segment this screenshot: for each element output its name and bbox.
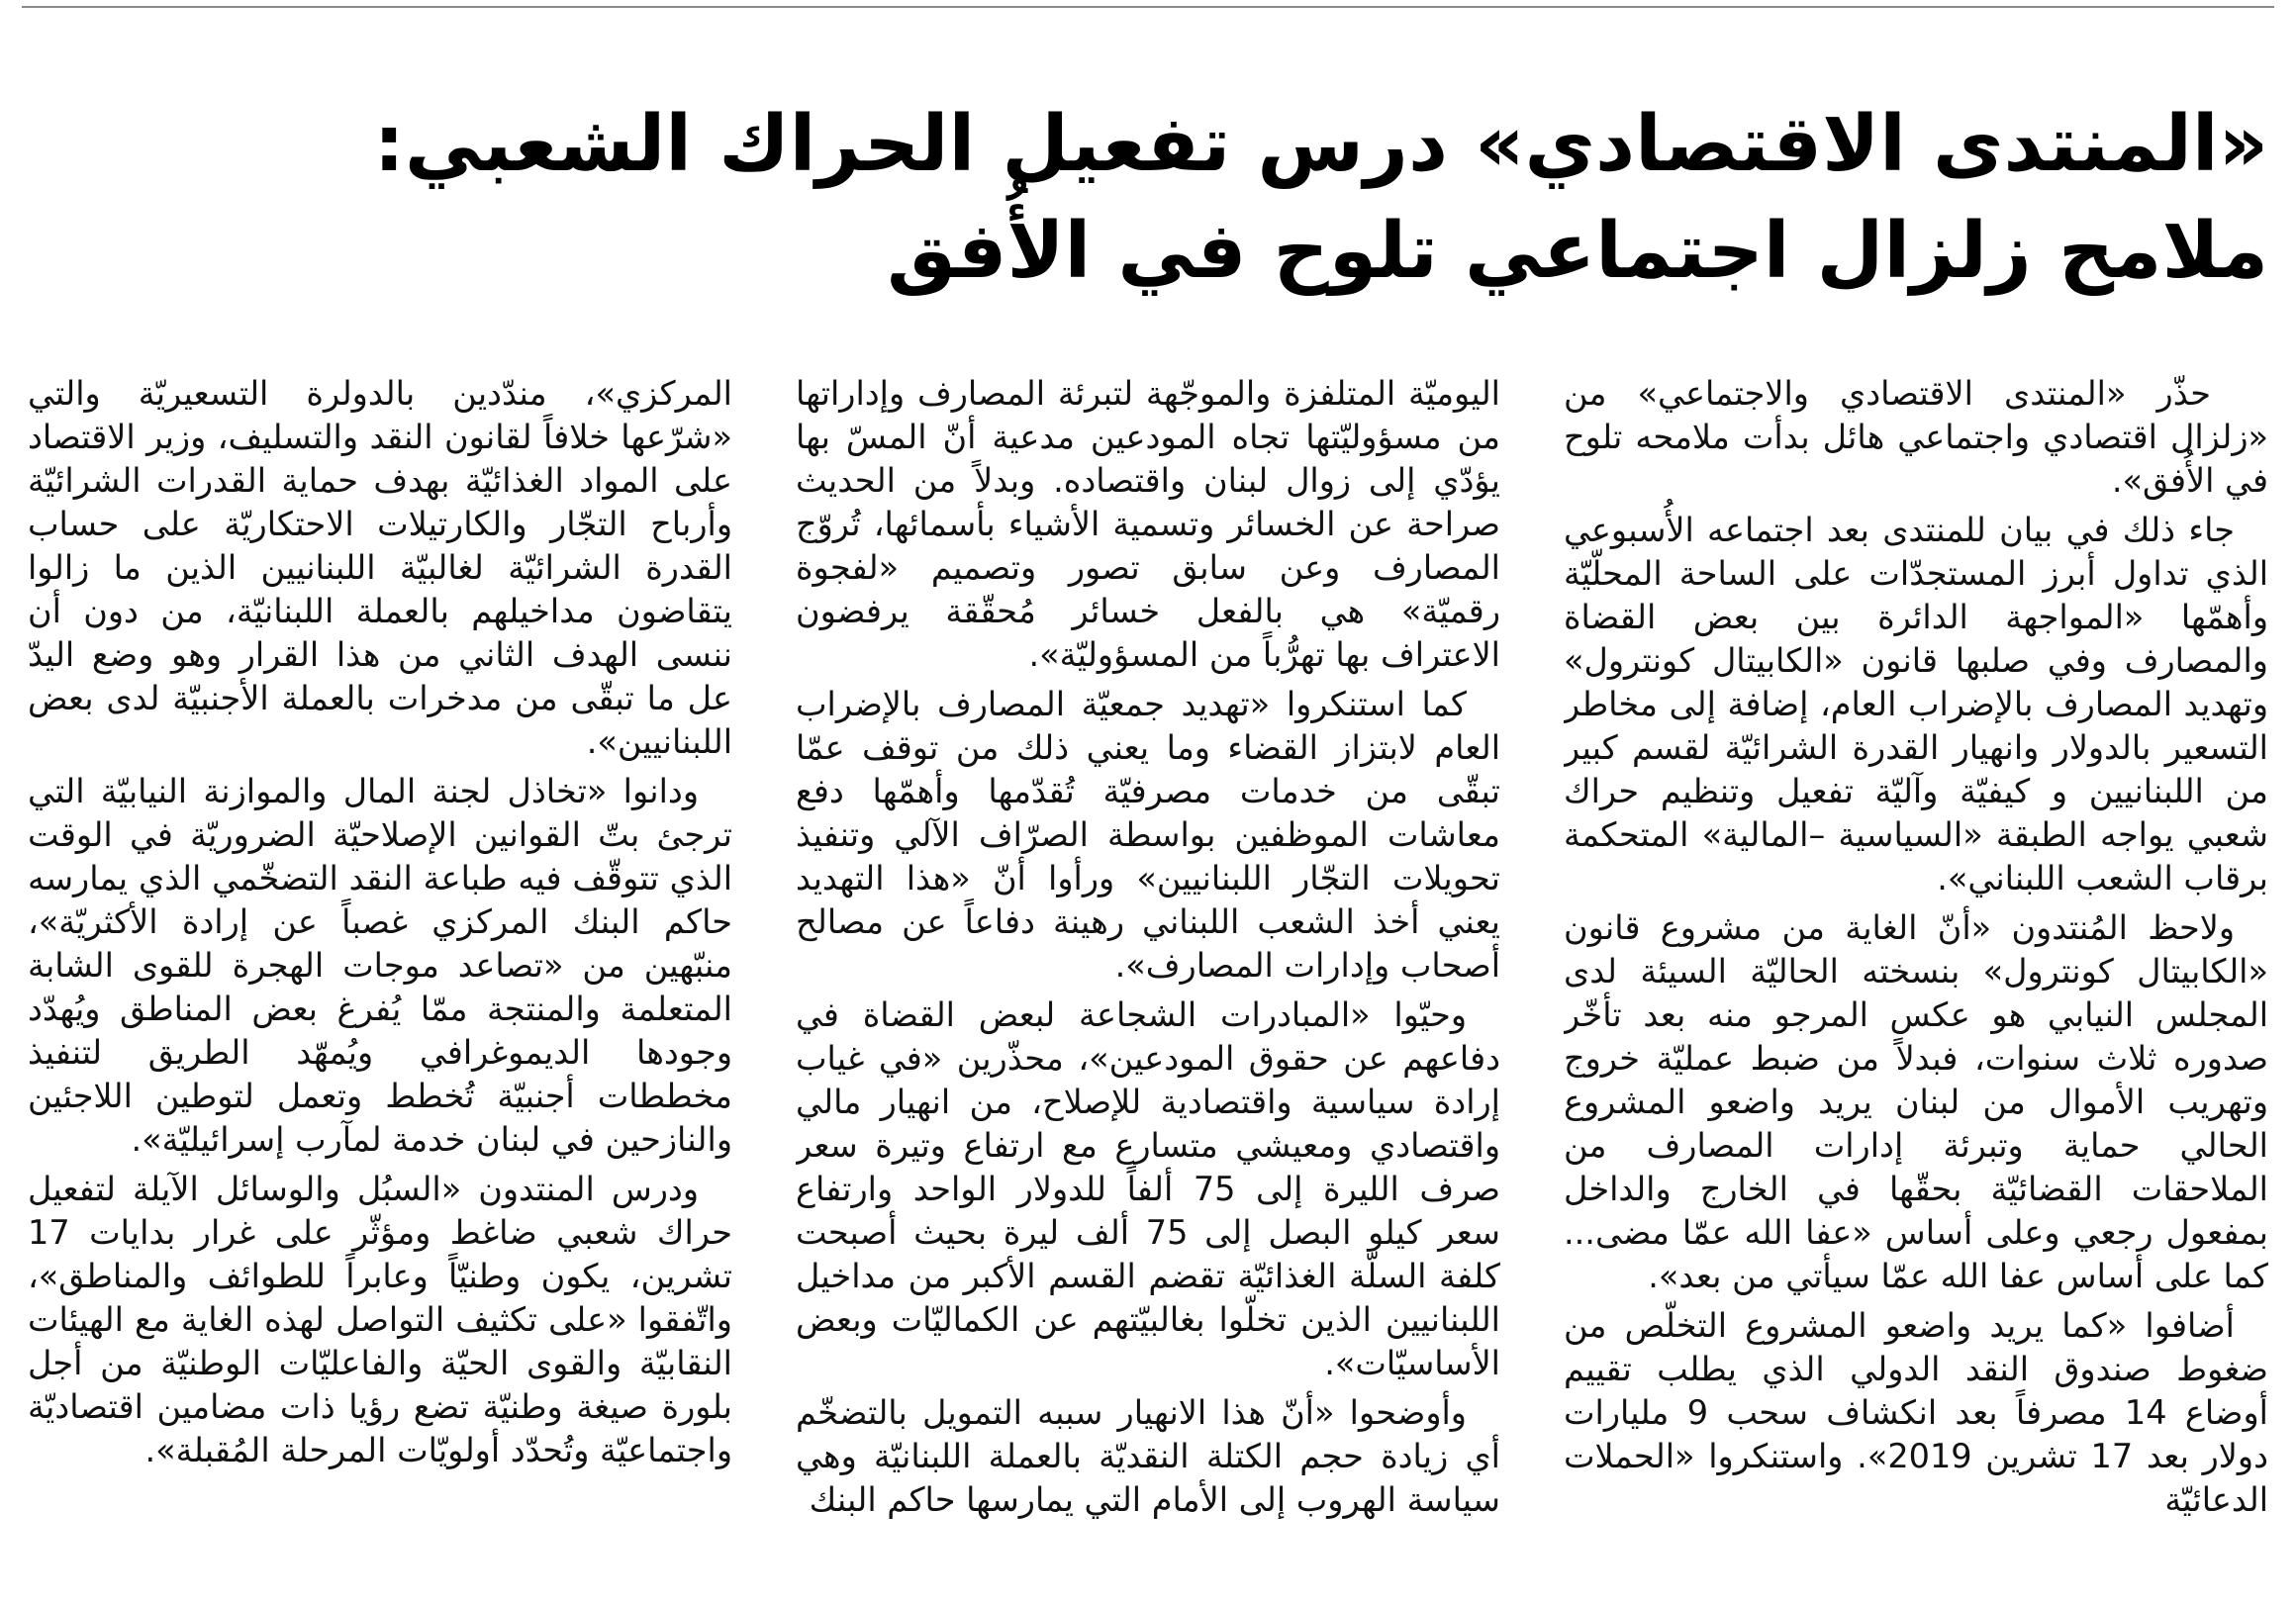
column-3	[28, 372, 732, 1589]
headline-line-1: «المنتدى الاقتصادي» درس تفعيل الحراك الشعبي:	[373, 100, 2268, 189]
article-body	[28, 372, 2268, 1589]
article-headline	[32, 91, 2268, 305]
paragraph: ولاحظ المُنتدون «أنّ الغاية من مشروع قانون «الكابيتال كونترول» بنسخته الحاليّة السيئة لدى المجلس النيابي هو عكس المرجو منه بعد تأخّر صدوره ثلاث سنوات، فبدلاً من ضبط عمليّة خروج وتهريب الأموال من لبنان يريد واضعو المشروع الحالي حماية وتبرئة إدارات المصارف من الملاحقات القضائيّة بحقّها في الخارج والداخل بمفعول رجعي وعلى أساس «عفا الله عمّا مضى... كما على أساس عفا الله عمّا سيأتي من بعد».	[1564, 908, 2268, 1295]
paragraph: ودانوا «تخاذل لجنة المال والموازنة النيابيّة التي ترجئ بتّ القوانين الإصلاحيّة الضروريّة في الوقت الذي تتوقّف فيه طباعة النقد التضخّمي الذي يمارسه حاكم البنك المركزي غصباً عن إرادة الأكثريّة»، منبّهين من «تصاعد موجات الهجرة للقوى الشابة المتعلمة والمنتجة ممّا يُفرغ بعض المناطق ويُهدّد وجودها الديموغرافي ويُمهّد الطريق لتنفيذ مخططات أجنبيّة تُخطط وتعمل لتوطين اللاجئين والنازحين في لبنان خدمة لمآرب إسرائيليّة».	[28, 772, 732, 1159]
paragraph: أضافوا «كما يريد واضعو المشروع التخلّص من ضغوط صندوق النقد الدولي الذي يطلب تقييم أوضاع 14 مصرفاً بعد انكشاف سحب 9 مليارات دولار بعد 17 تشرين 2019». واستنكروا «الحملات الدعائيّة	[1564, 1306, 2268, 1519]
paragraph: ودرس المنتدون «السبُل والوسائل الآيلة لتفعيل حراك شعبي ضاغط ومؤثّر على غرار بدايات 17 تشرين، يكون وطنيّاً وعابراً للطوائف والمناطق»، واتّفقوا «على تكثيف التواصل لهذه الغاية مع الهيئات النقابيّة والقوى الحيّة والفاعليّات الوطنيّة من أجل بلورة صيغة وطنيّة تضع رؤيا ذات مضامين اقتصاديّة واجتماعيّة وتُحدّد أولويّات المرحلة المُقبلة».	[28, 1170, 732, 1469]
column-2	[796, 372, 1500, 1589]
paragraph: وحيّوا «المبادرات الشجاعة لبعض القضاة في دفاعهم عن حقوق المودعين»، محذّرين «في غياب إرادة سياسية واقتصادية للإصلاح، من انهيار مالي واقتصادي ومعيشي متسارع مع ارتفاع وتيرة سعر صرف الليرة إلى 75 ألفاً للدولار الواحد وارتفاع سعر كيلو البصل إلى 75 ألف ليرة بحيث أصبحت كلفة السلّة الغذائيّة تقضم القسم الأكبر من مداخيل اللبنانيين الذين تخلّوا بغالبيّتهم عن الكماليّات وبعض الأساسيّات».	[796, 995, 1500, 1382]
headline-line-2: ملامح زلزال اجتماعي تلوح في الأُفق	[887, 207, 2268, 296]
paragraph: وأوضحوا «أنّ هذا الانهيار سببه التمويل بالتضخّم أي زيادة حجم الكتلة النقديّة بالعملة اللبنانيّة وهي سياسة الهروب إلى الأمام التي يمارسها حاكم البنك	[796, 1393, 1500, 1519]
paragraph: حذّر «المنتدى الاقتصادي والاجتماعي» من «زلزال اقتصادي واجتماعي هائل بدأت ملامحه تلوح في الأُفق».	[1564, 374, 2268, 500]
top-divider	[22, 6, 2274, 8]
paragraph: كما استنكروا «تهديد جمعيّة المصارف بالإضراب العام لابتزاز القضاء وما يعني ذلك من توقف عمّا تبقّى من خدمات مصرفيّة تُقدّمها وأهمّها دفع معاشات الموظفين بواسطة الصرّاف الآلي وتنفيذ تحويلات التجّار اللبنانيين» ورأوا أنّ «هذا التهديد يعني أخذ الشعب اللبناني رهينة دفاعاً عن مصالح أصحاب وإدارات المصارف».	[796, 685, 1500, 985]
column-1	[1564, 372, 2268, 1589]
paragraph: جاء ذلك في بيان للمنتدى بعد اجتماعه الأُسبوعي الذي تداول أبرز المستجدّات على الساحة المحلّيّة وأهمّها «المواجهة الدائرة بين بعض القضاة والمصارف وفي صلبها قانون «الكابيتال كونترول» وتهديد المصارف بالإضراب العام، إضافة إلى مخاطر التسعير بالدولار وانهيار القدرة الشرائيّة لقسم كبير من اللبنانيين و كيفيّة وآليّة تفعيل وتنظيم حراك شعبي يواجه الطبقة «السياسية –المالية» المتحكمة برقاب الشعب اللبناني».	[1564, 511, 2268, 897]
paragraph: المركزي»، مندّدين بالدولرة التسعيريّة والتي «شرّعها خلافاً لقانون النقد والتسليف، وزير الاقتصاد على المواد الغذائيّة بهدف حماية القدرات الشرائيّة وأرباح التجّار والكارتيلات الاحتكاريّة على حساب القدرة الشرائيّة لغالبيّة اللبنانيين الذين ما زالوا يتقاضون مداخيلهم بالعملة اللبنانيّة، من دون أن ننسى الهدف الثاني من هذا القرار وهو وضع اليدّ عل ما تبقّى من مدخرات بالعملة الأجنبيّة لدى بعض اللبنانيين».	[28, 374, 732, 761]
paragraph: اليوميّة المتلفزة والموجّهة لتبرئة المصارف وإداراتها من مسؤوليّتها تجاه المودعين مدعية أنّ المسّ بها يؤدّي إلى زوال لبنان واقتصاده. وبدلاً من الحديث صراحة عن الخسائر وتسمية الأشياء بأسمائها، تُروّج المصارف وعن سابق تصور وتصميم «لفجوة رقميّة» هي بالفعل خسائر مُحقّقة يرفضون الاعتراف بها تهرُّباً من المسؤوليّة».	[796, 374, 1500, 674]
